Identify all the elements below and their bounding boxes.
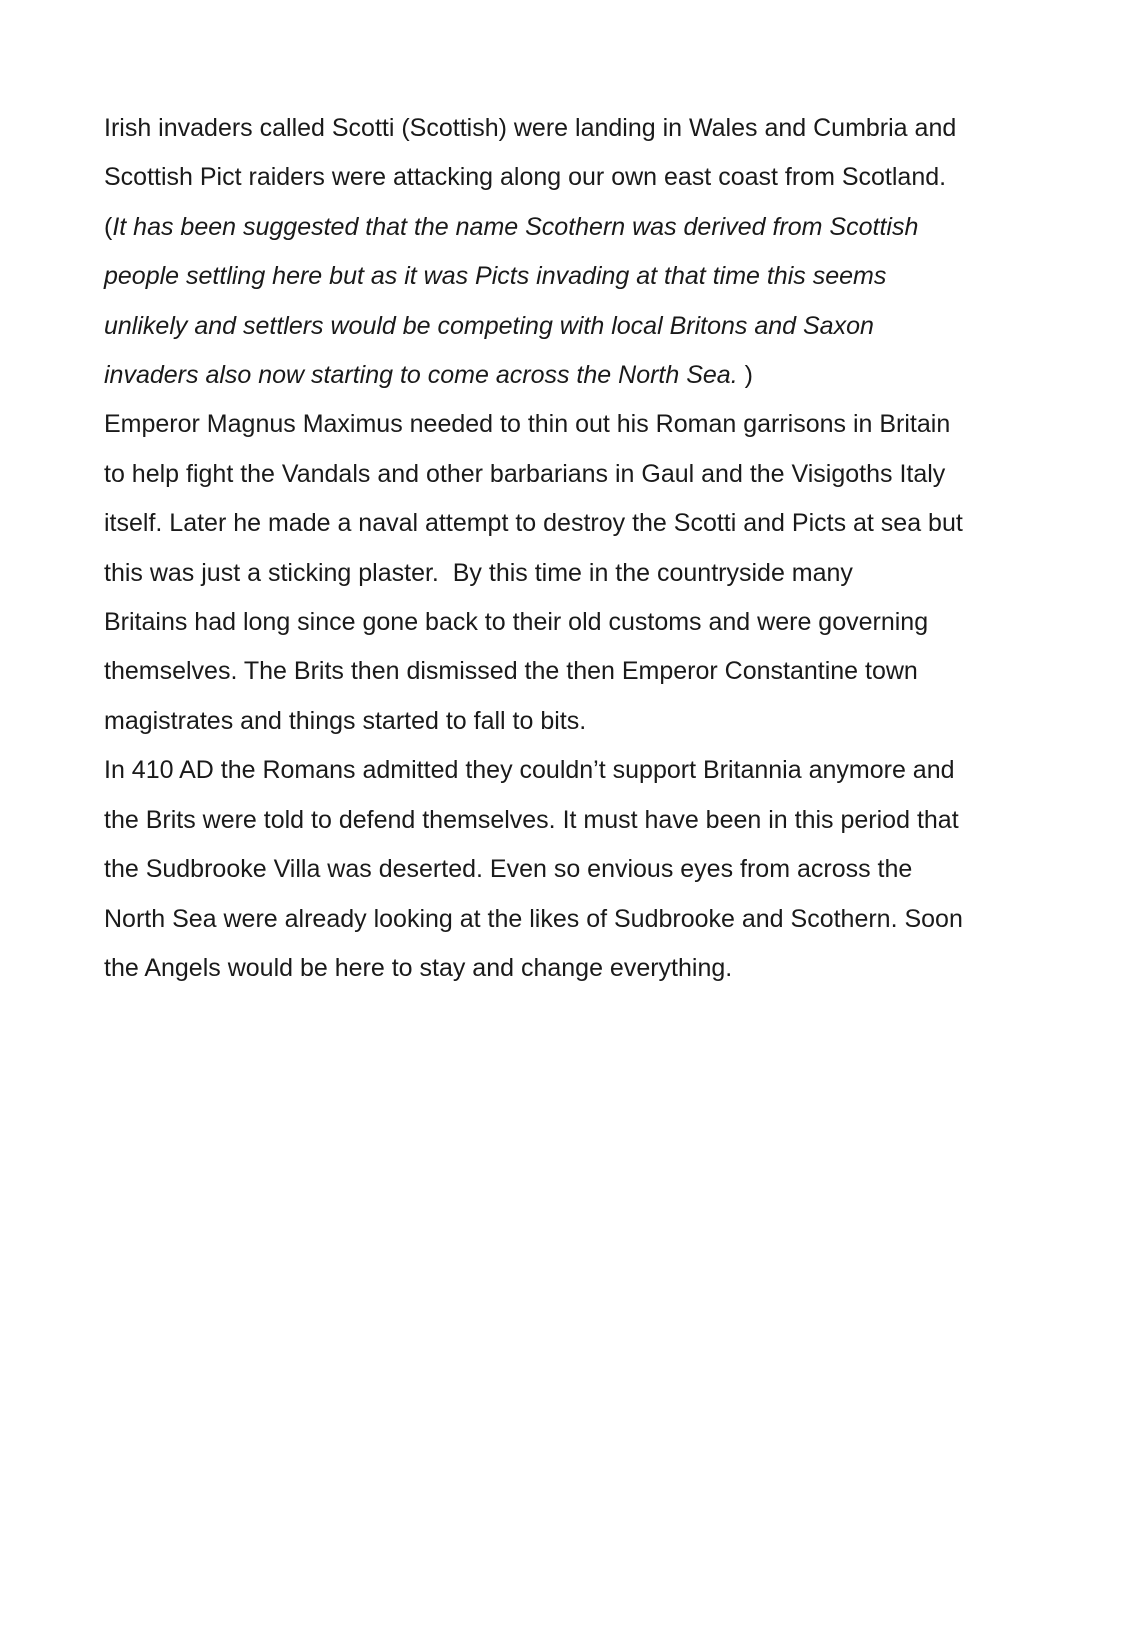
body-text	[104, 104, 1064, 993]
text-line: the Sudbrooke Villa was deserted. Even so envious eyes from across the	[104, 855, 913, 884]
text-line: the Brits were told to defend themselves. It must have been in this period that	[104, 805, 959, 834]
open-paren: (	[104, 212, 113, 241]
italic-aside-line	[104, 203, 1064, 252]
italic-aside-line	[104, 351, 1064, 400]
text-line: Emperor Magnus Maximus needed to thin out his Roman garrisons in Britain	[104, 410, 951, 439]
text-line: North Sea were already looking at the likes of Sudbrooke and Scothern. Soon	[104, 904, 963, 933]
italic-text: It has been suggested that the name Scothern was derived from Scottish	[112, 212, 919, 241]
text-line: In 410 AD the Romans admitted they couldn’t support Britannia anymore and	[104, 756, 955, 785]
text-line: this was just a sticking plaster. By this time in the countryside many	[104, 558, 853, 587]
text-line: Scottish Pict raiders were attacking along our own east coast from Scotland.	[104, 163, 947, 192]
text-line: magistrates and things started to fall to bits.	[104, 706, 587, 735]
close-paren: )	[737, 361, 753, 390]
italic-aside-line: unlikely and settlers would be competing with local Britons and Saxon	[104, 311, 874, 340]
text-line: themselves. The Brits then dismissed the then Emperor Constantine town	[104, 657, 918, 686]
text-line: the Angels would be here to stay and change everything.	[104, 953, 733, 982]
italic-text: invaders also now starting to come across the North Sea.	[104, 361, 738, 390]
text-line: itself. Later he made a naval attempt to destroy the Scotti and Picts at sea but	[104, 509, 963, 538]
text-line: to help fight the Vandals and other barbarians in Gaul and the Visigoths Italy	[104, 459, 946, 488]
text-line: Irish invaders called Scotti (Scottish) were landing in Wales and Cumbria and	[104, 114, 957, 142]
italic-aside-line: people settling here but as it was Picts invading at that time this seems	[104, 262, 887, 291]
text-line: Britains had long since gone back to their old customs and were governing	[104, 608, 929, 637]
